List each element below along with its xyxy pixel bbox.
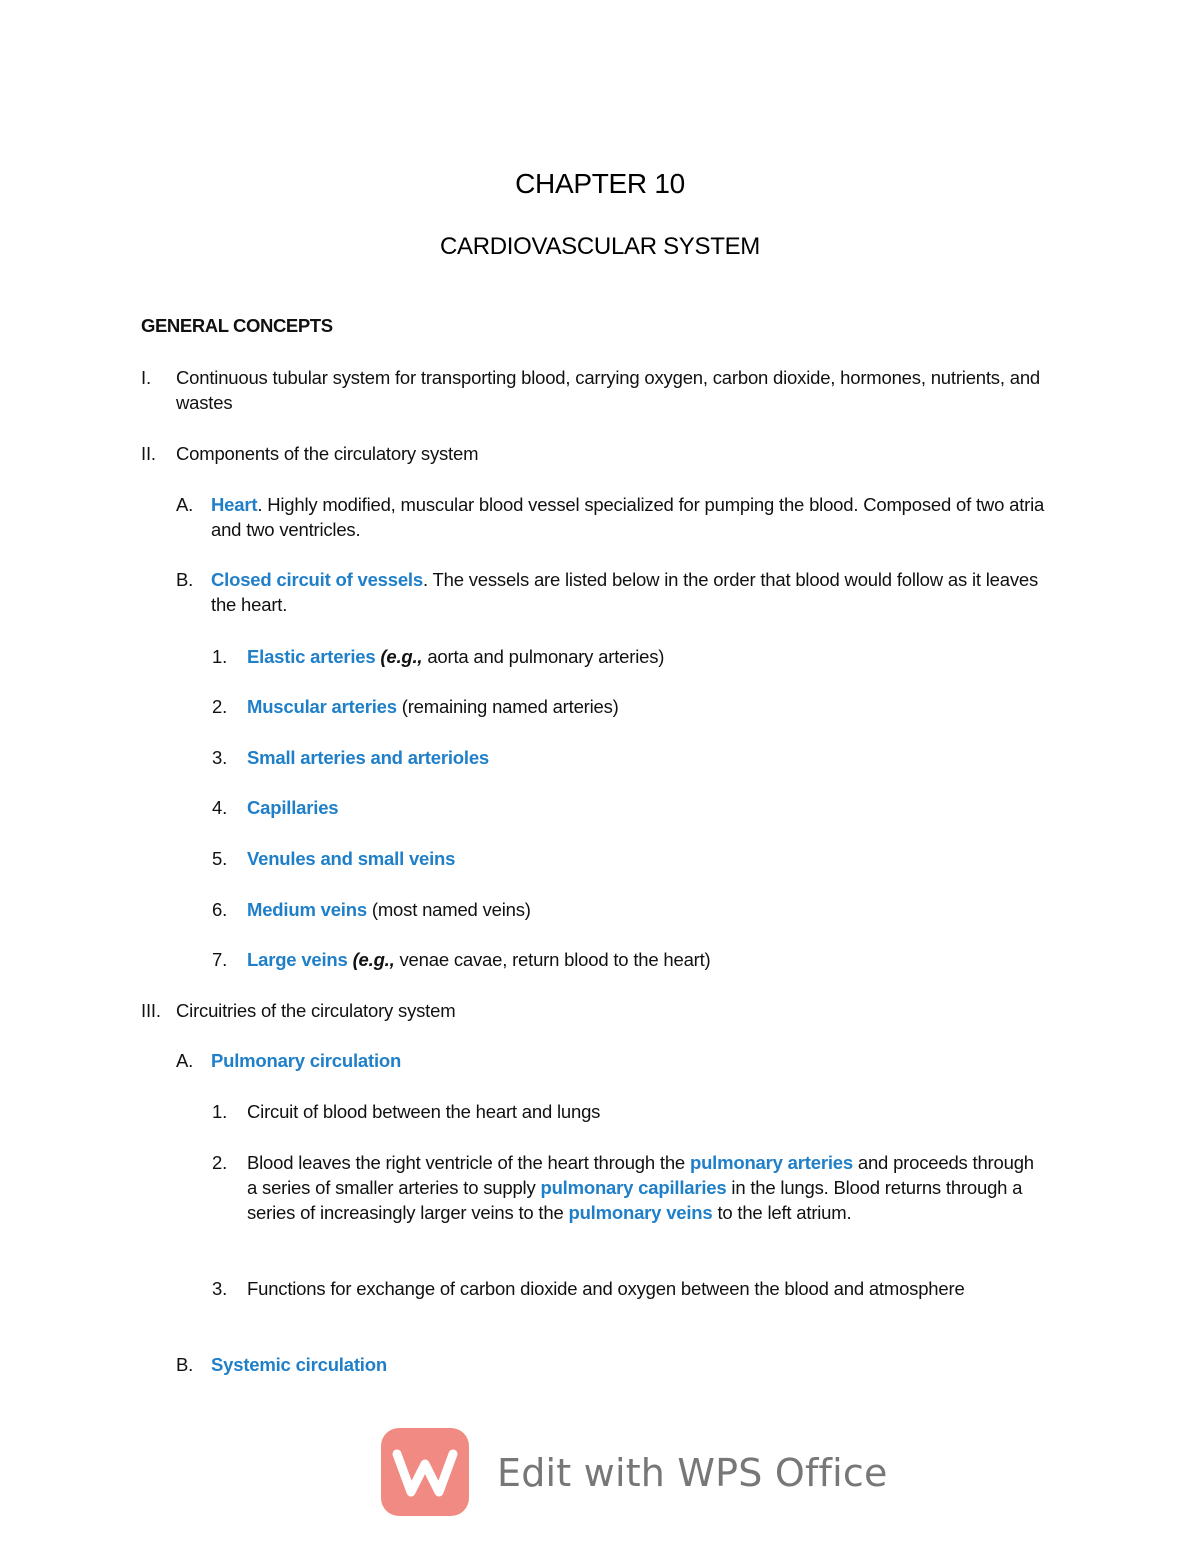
list-item-text: Medium veins (most named veins) <box>247 899 531 920</box>
term-link[interactable]: pulmonary arteries <box>689 1152 853 1173</box>
list-item-text <box>247 745 1047 770</box>
list-item-text: Circuitries of the circulatory system <box>176 1000 456 1021</box>
chapter-subtitle: CARDIOVASCULAR SYSTEM <box>440 233 760 260</box>
list-item-text: Elastic arteries (e.g., aorta and pulmonary arteries) <box>247 646 665 667</box>
list-item <box>212 1276 1052 1328</box>
list-marker: A. <box>176 1050 194 1071</box>
list-marker: 7. <box>212 949 228 970</box>
list-item-text <box>211 1048 1061 1073</box>
wps-logo-icon[interactable] <box>381 1428 469 1516</box>
list-item <box>212 1099 1052 1125</box>
list-marker: III. <box>141 1000 161 1021</box>
list-item <box>141 441 1041 467</box>
term-link[interactable]: Closed circuit of vessels <box>211 569 423 590</box>
list-marker: 1. <box>212 1101 228 1122</box>
list-marker: 2. <box>212 1152 228 1173</box>
list-item <box>141 998 1041 1024</box>
list-item-text: Components of the circulatory system <box>176 443 479 464</box>
list-marker: 5. <box>212 848 228 869</box>
section-heading: GENERAL CONCEPTS <box>141 315 333 336</box>
list-marker: 6. <box>212 899 228 920</box>
list-item <box>176 567 1056 619</box>
list-marker: 1. <box>212 646 228 667</box>
list-item-text: Muscular arteries (remaining named arteries) <box>247 696 619 717</box>
term-link[interactable]: pulmonary veins <box>568 1202 713 1223</box>
term-link[interactable]: Small arteries and arterioles <box>247 747 490 768</box>
list-item-text: Heart. Highly modified, muscular blood vessel specialized for pumping the blood. Composed of two atria and two ventricles. <box>211 494 1045 540</box>
term-link[interactable]: Venules and small veins <box>247 848 456 869</box>
list-item <box>212 694 1052 720</box>
list-marker: I. <box>141 367 151 388</box>
term-link[interactable]: Pulmonary circulation <box>211 1050 402 1071</box>
list-item <box>212 745 1052 771</box>
term-link[interactable]: Muscular arteries <box>247 696 397 717</box>
list-item <box>212 644 1052 670</box>
list-marker: 3. <box>212 747 228 768</box>
list-item <box>212 795 1052 821</box>
term-link[interactable]: Systemic circulation <box>211 1354 387 1375</box>
term-link[interactable]: pulmonary capillaries <box>540 1177 727 1198</box>
term-link[interactable]: Medium veins <box>247 899 367 920</box>
list-marker: A. <box>176 494 194 515</box>
watermark-text[interactable]: Edit with WPS Office <box>497 1451 888 1495</box>
list-marker: II. <box>141 443 156 464</box>
list-item <box>176 492 1056 544</box>
list-marker: 2. <box>212 696 228 717</box>
list-marker: 4. <box>212 797 228 818</box>
list-item-text: Closed circuit of vessels. The vessels are listed below in the order that blood would follow as it leaves the heart. <box>211 569 1039 615</box>
list-marker: B. <box>176 1354 194 1375</box>
list-item-text <box>247 846 1047 871</box>
list-item <box>212 1150 1052 1254</box>
list-item-text: Circuit of blood between the heart and lungs <box>247 1101 601 1122</box>
list-item-text: Continuous tubular system for transporting blood, carrying oxygen, carbon dioxide, hormones, nutrients, and wastes <box>176 367 1041 413</box>
list-item-text: Large veins (e.g., venae cavae, return blood to the heart) <box>247 949 711 970</box>
list-item <box>212 947 1052 973</box>
list-item <box>176 1048 1056 1074</box>
term-link[interactable]: Heart <box>211 494 258 515</box>
list-item <box>212 897 1052 923</box>
list-item <box>141 365 1041 417</box>
list-item-text <box>247 795 1047 820</box>
list-item-text <box>211 1352 1061 1377</box>
term-link[interactable]: Elastic arteries <box>247 646 376 667</box>
list-item <box>212 846 1052 872</box>
list-marker: 3. <box>212 1278 228 1299</box>
list-item-text: Functions for exchange of carbon dioxide and oxygen between the blood and atmosphere <box>247 1278 965 1299</box>
chapter-title: CHAPTER 10 <box>515 168 685 199</box>
list-item-text: Blood leaves the right ventricle of the heart through the pulmonary arteries and proceeds through a series of smaller arteries to supply pulmonary capillaries in the lungs. Blood returns through a series of increasingly larger veins to the pulmonary veins to the left atrium. <box>247 1152 1034 1223</box>
wps-w-glyph <box>381 1428 469 1516</box>
list-item <box>176 1352 1056 1378</box>
list-marker: B. <box>176 569 194 590</box>
term-link[interactable]: Large veins <box>247 949 348 970</box>
term-link[interactable]: Capillaries <box>247 797 339 818</box>
